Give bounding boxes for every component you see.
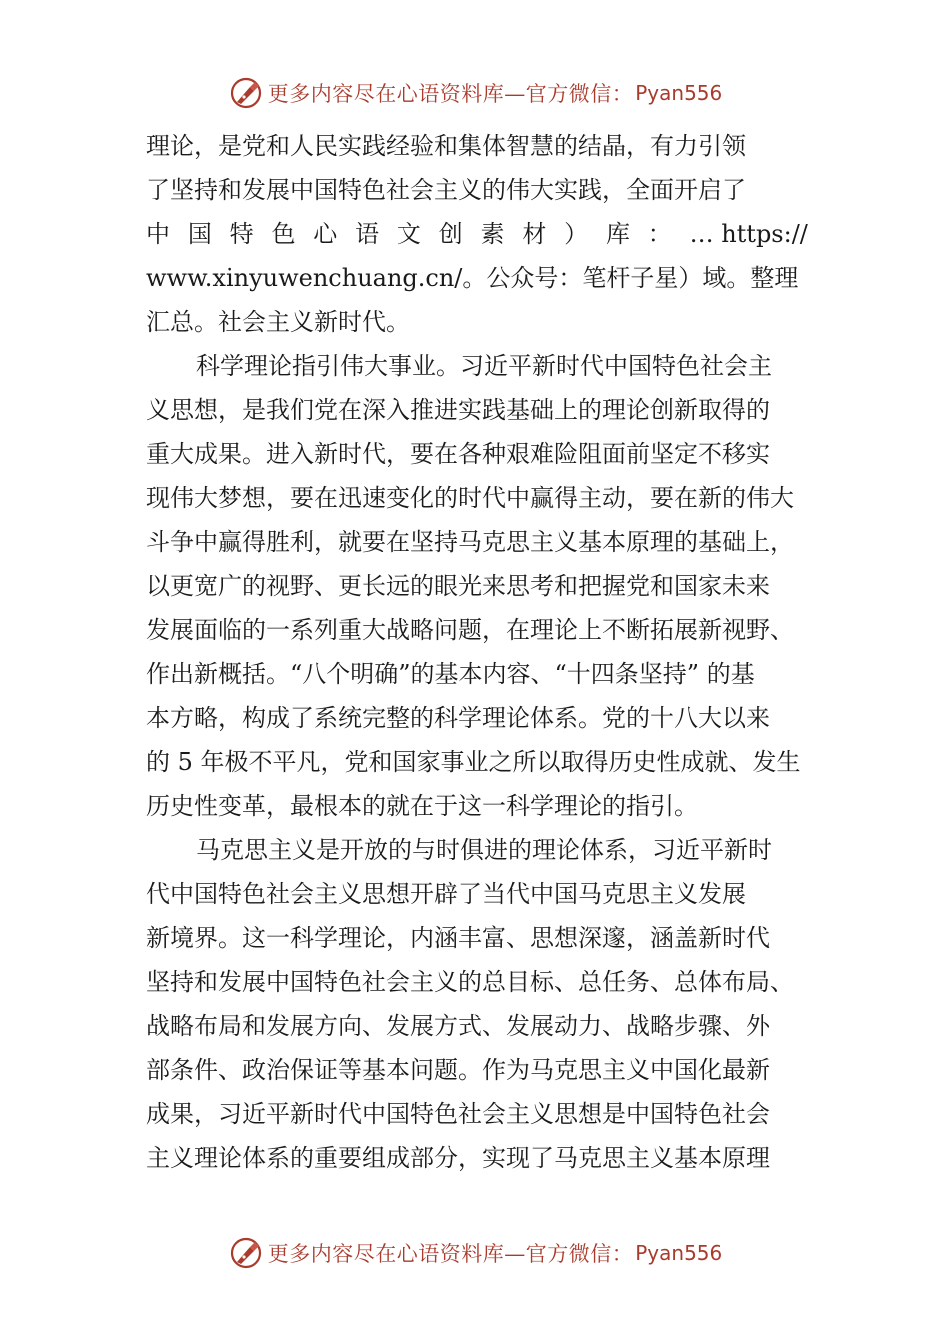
text-line: 历史性变革，最根本的就在于这一科学理论的指引。 — [146, 792, 698, 820]
text-line: 新境界。这一科学理论，内涵丰富、思想深邃，涵盖新时代 — [146, 924, 770, 952]
text-line: 部条件、政治保证等基本问题。作为马克思主义中国化最新 — [146, 1056, 770, 1084]
text-line: 的 5 年极不平凡，党和国家事业之所以取得历史性成就、发生 — [146, 748, 801, 776]
text-line: 发展面临的一系列重大战略问题，在理论上不断拓展新视野、 — [146, 616, 794, 644]
wechat-id: Pyan556 — [635, 81, 723, 105]
spaced-text-line — [146, 212, 808, 256]
spaced-char: 特 — [229, 220, 254, 248]
document-body — [146, 124, 808, 1180]
spaced-char: … https:// — [689, 220, 808, 248]
header-banner — [0, 71, 950, 115]
banner-text: 更多内容尽在心语资料库—官方微信： — [267, 1242, 634, 1266]
text-line: 代中国特色社会主义思想开辟了当代中国马克思主义发展 — [146, 880, 746, 908]
spaced-char: 色 — [271, 220, 296, 248]
text-line: 战略布局和发展方向、发展方式、发展动力、战略步骤、外 — [146, 1012, 770, 1040]
text-line: 义思想，是我们党在深入推进实践基础上的理论创新取得的 — [146, 396, 770, 424]
text-line: 本方略，构成了系统完整的科学理论体系。党的十八大以来 — [146, 704, 770, 732]
spaced-char: 中 — [146, 220, 170, 248]
text-line: 理论，是党和人民实践经验和集体智慧的结晶，有力引领 — [146, 132, 746, 160]
spaced-char: ： — [647, 220, 672, 248]
text-line: 现伟大梦想，要在迅速变化的时代中赢得主动，要在新的伟大 — [146, 484, 794, 512]
text-line: 以更宽广的视野、更长远的眼光来思考和把握党和国家未来 — [146, 572, 770, 600]
paragraph-start-line: 马克思主义是开放的与时俱进的理论体系，习近平新时 — [196, 836, 772, 864]
spaced-char: ） — [564, 220, 589, 248]
text-line: 斗争中赢得胜利，就要在坚持马克思主义基本原理的基础上， — [146, 528, 794, 556]
spaced-char: 材 — [522, 220, 547, 248]
text-line: 主义理论体系的重要组成部分，实现了马克思主义基本原理 — [146, 1144, 770, 1172]
paragraph-start-line: 科学理论指引伟大事业。习近平新时代中国特色社会主 — [196, 352, 772, 380]
pen-nib-logo-icon — [228, 75, 264, 111]
text-line: 作出新概括。“八个明确”的基本内容、“十四条坚持” 的基 — [146, 660, 755, 688]
spaced-char: 创 — [438, 220, 463, 248]
spaced-char: 库 — [605, 220, 630, 248]
text-line: 汇总。社会主义新时代。 — [146, 308, 410, 336]
text-line: www.xinyuwenchuang.cn/。公众号：笔杆子星）域。整理 — [146, 264, 799, 292]
spaced-char: 文 — [396, 220, 421, 248]
text-line: 了坚持和发展中国特色社会主义的伟大实践，全面开启了 — [146, 176, 746, 204]
wechat-id: Pyan556 — [635, 1241, 723, 1265]
spaced-char: 素 — [480, 220, 505, 248]
footer-banner — [0, 1231, 950, 1275]
text-line: 坚持和发展中国特色社会主义的总目标、总任务、总体布局、 — [146, 968, 794, 996]
spaced-char: 国 — [187, 220, 212, 248]
pen-nib-logo-icon — [228, 1235, 264, 1271]
banner-text: 更多内容尽在心语资料库—官方微信： — [267, 82, 634, 106]
text-line: 重大成果。进入新时代，要在各种艰难险阻面前坚定不移实 — [146, 440, 770, 468]
spaced-char: 语 — [355, 220, 380, 248]
spaced-char: 心 — [313, 220, 338, 248]
text-line: 成果，习近平新时代中国特色社会主义思想是中国特色社会 — [146, 1100, 770, 1128]
